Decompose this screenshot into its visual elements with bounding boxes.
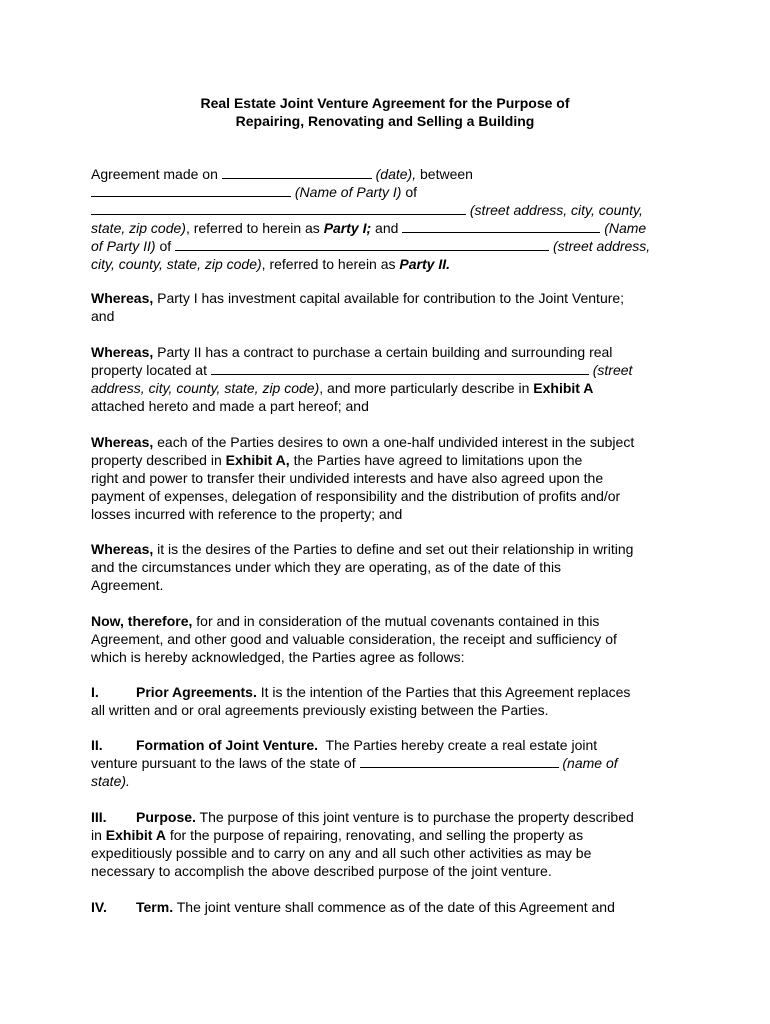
whereas3-line1: each of the Parties desires to own a one-half undivided interest in the subject (157, 434, 635, 450)
section3-line3: expeditiously possible and to carry on any and all such other activities as may be (91, 845, 592, 861)
property-address-blank[interactable] (211, 361, 589, 375)
section2-line1: The Parties hereby create a real estate joint (325, 737, 598, 753)
whereas-paragraph-1 (91, 289, 691, 325)
whereas-paragraph-4 (91, 540, 691, 594)
whereas3-exhibit: Exhibit A, (225, 452, 290, 468)
section-number: IV. (91, 899, 107, 915)
whereas3-line3: right and power to transfer their undivided interests and have also agreed upon the (91, 470, 604, 486)
section-number: III. (91, 809, 107, 825)
intro-party2: Party II. (399, 256, 451, 272)
now-therefore-label: Now, therefore, (91, 613, 193, 629)
intro-street-address-a: (street address, city, county, (469, 202, 643, 218)
party2-name-blank[interactable] (402, 219, 600, 233)
whereas3-line2b: the Parties have agreed to limitations upon the (293, 452, 583, 468)
whereas4-line2: and the circumstances under which they are operating, as of the date of this (91, 559, 562, 575)
section-4 (91, 898, 691, 916)
whereas3-line4: payment of expenses, delegation of responsibility and the distribution of profits and/or (91, 488, 621, 504)
now-therefore-line3: which is hereby acknowledged, the Parties agree as follows: (91, 649, 465, 665)
intro-referred-party2: , referred to herein as (261, 256, 396, 272)
section3-line2b: for the purpose of repairing, renovating, and selling the property as (169, 827, 584, 843)
now-therefore-paragraph (91, 612, 691, 666)
section2-line2a: venture pursuant to the laws of the state of (91, 755, 356, 771)
whereas-label: Whereas, (91, 290, 154, 306)
whereas3-line2a: property described in (91, 452, 222, 468)
whereas1-line2: and (91, 308, 115, 324)
whereas-paragraph-2 (91, 343, 691, 415)
whereas-label: Whereas, (91, 344, 154, 360)
section3-line2a: in (91, 827, 102, 843)
intro-text: Agreement made on (91, 166, 218, 182)
intro-name-party1: (Name of Party I) (294, 184, 402, 200)
section-2 (91, 736, 691, 790)
whereas2-line3a: address, city, county, state, zip code) (91, 380, 320, 396)
party1-address-blank[interactable] (91, 201, 466, 215)
intro-name-party2-b: of Party II) (91, 238, 156, 254)
title-line-2: Repairing, Renovating and Selling a Building (235, 113, 535, 129)
now-therefore-line1: for and in consideration of the mutual covenants contained in this (196, 613, 600, 629)
intro-name-party2-a: (Name (604, 220, 647, 236)
whereas2-line1: Party II has a contract to purchase a certain building and surrounding real (157, 344, 613, 360)
section-heading: Prior Agreements. (136, 684, 257, 700)
intro-party1: Party I; (323, 220, 372, 236)
intro-between: between (420, 166, 473, 182)
intro-of2: of (159, 238, 172, 254)
section2-line3: state). (91, 773, 130, 789)
section-1 (91, 683, 691, 719)
whereas-label: Whereas, (91, 434, 154, 450)
section1-line1: It is the intention of the Parties that this Agreement replaces (260, 684, 631, 700)
intro-paragraph (91, 165, 691, 273)
intro-date-label: (date), (375, 166, 417, 182)
section3-line1: The purpose of this joint venture is to purchase the property described (199, 809, 634, 825)
section-heading: Purpose. (136, 809, 196, 825)
section4-line1: The joint venture shall commence as of the date of this Agreement and (176, 899, 615, 915)
intro-of: of (405, 184, 418, 200)
intro-street-address-b: state, zip code) (91, 220, 186, 236)
whereas1-line1: Party I has investment capital available for contribution to the Joint Venture; (157, 290, 625, 306)
whereas3-line5: losses incurred with reference to the property; and (91, 506, 403, 522)
whereas2-line3b: , and more particularly describe in (319, 380, 530, 396)
section-3 (91, 808, 691, 880)
intro-referred-party1: , referred to herein as (185, 220, 320, 236)
title-line-1: Real Estate Joint Venture Agreement for the Purpose of (200, 95, 570, 111)
party2-address-blank[interactable] (175, 237, 549, 251)
whereas-paragraph-3 (91, 433, 691, 523)
state-name-blank[interactable] (360, 754, 559, 768)
now-therefore-line2: Agreement, and other good and valuable consideration, the receipt and sufficiency of (91, 631, 617, 647)
whereas4-line1: it is the desires of the Parties to define and set out their relationship in writing (157, 541, 634, 557)
whereas2-exhibit: Exhibit A (533, 380, 594, 396)
whereas4-line3: Agreement. (91, 577, 164, 593)
intro-and: and (375, 220, 399, 236)
section-heading: Formation of Joint Venture. (136, 737, 319, 753)
whereas2-line2a: property located at (91, 362, 207, 378)
section1-line2: all written and or oral agreements previously existing between the Parties. (91, 702, 549, 718)
intro-street-address2-b: city, county, state, zip code) (91, 256, 262, 272)
whereas2-line2b: (street (592, 362, 633, 378)
section3-exhibit: Exhibit A (105, 827, 166, 843)
party1-name-blank[interactable] (91, 183, 291, 197)
intro-street-address2-a: (street address, (552, 238, 651, 254)
document-title (91, 94, 679, 130)
section2-line2b: (name of (562, 755, 618, 771)
whereas2-line4: attached hereto and made a part hereof; and (91, 398, 369, 414)
section3-line4: necessary to accomplish the above described purpose of the joint venture. (91, 863, 552, 879)
section-number: I. (91, 684, 99, 700)
section-number: II. (91, 737, 103, 753)
date-blank[interactable] (222, 165, 372, 179)
whereas-label: Whereas, (91, 541, 154, 557)
section-heading: Term. (136, 899, 174, 915)
